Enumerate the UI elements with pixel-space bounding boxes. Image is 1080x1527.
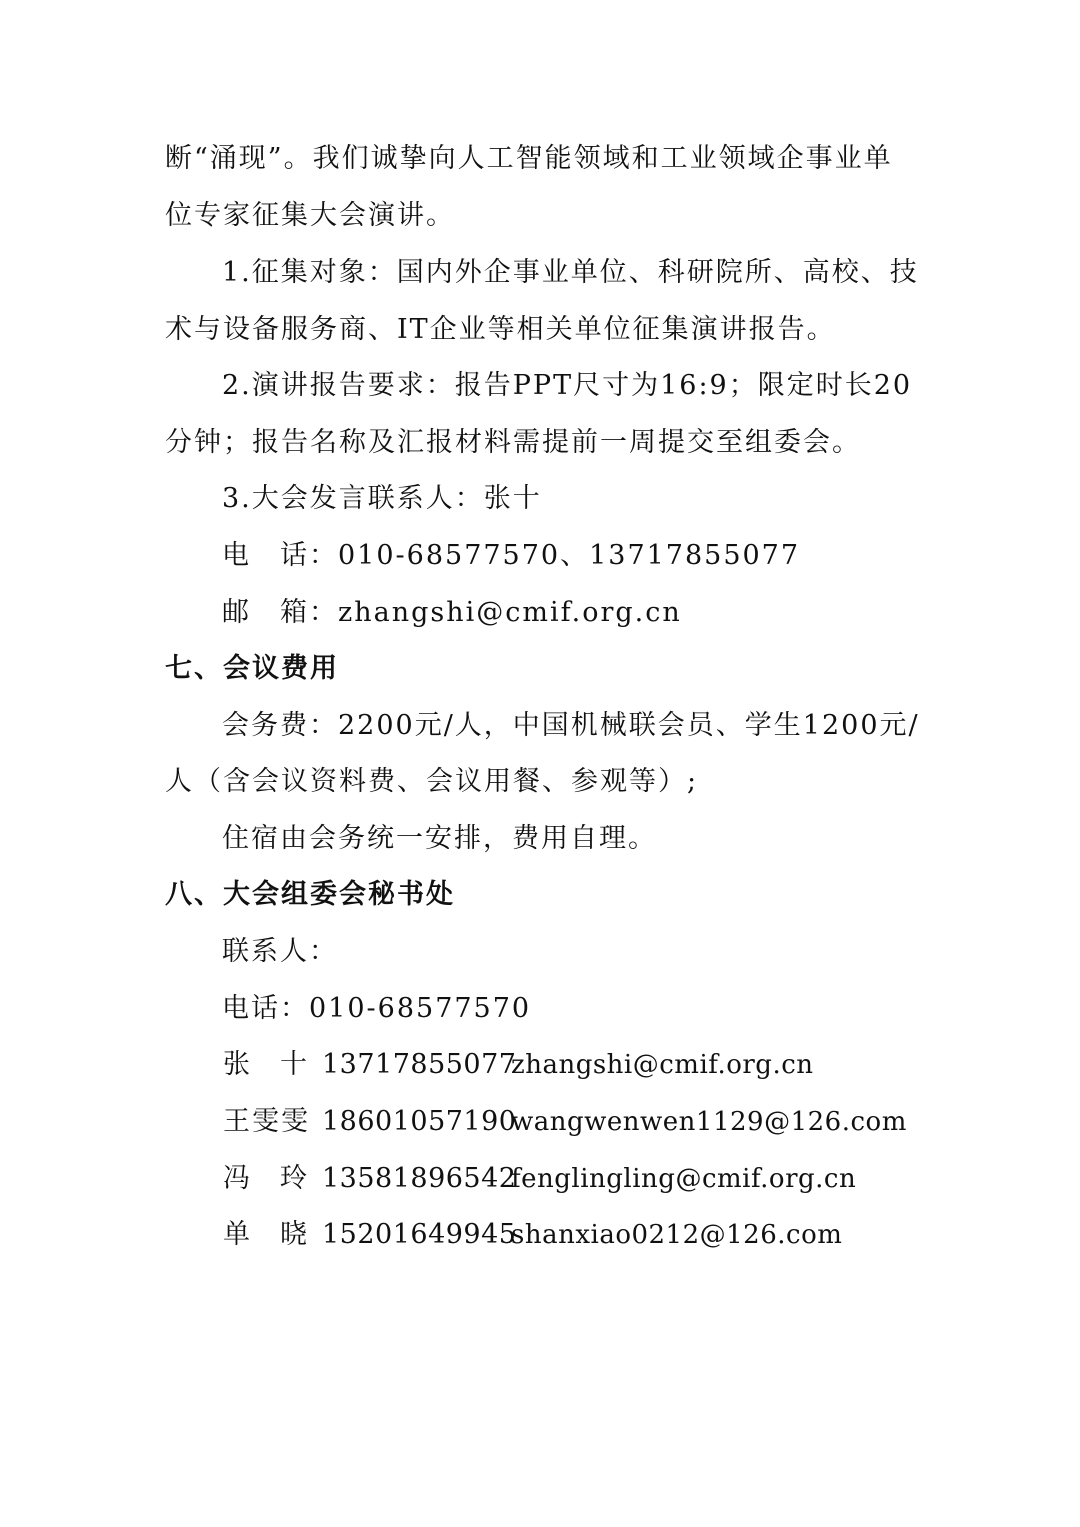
contact-email: wangwenwen1129@126.com (511, 1107, 907, 1137)
intro-line-2: 位专家征集大会演讲。 (165, 200, 455, 231)
speech-contact-phone: 电 话：010-68577570、13717855077 (222, 540, 801, 571)
contact-email: fenglingling@cmif.org.cn (511, 1164, 857, 1194)
fee-line-1: 会务费：2200元/人，中国机械联会员、学生1200元/ (222, 710, 920, 741)
contact-phone: 13581896542 (322, 1163, 517, 1194)
lodging-note: 住宿由会务统一安排，费用自理。 (222, 823, 657, 854)
contact-name: 张十 (223, 1049, 337, 1080)
contact-email: shanxiao0212@126.com (511, 1220, 843, 1250)
fee-line-2: 人（含会议资料费、会议用餐、参观等）; (165, 766, 699, 797)
contact-phone: 15201649945 (322, 1219, 517, 1250)
contact-label: 联系人： (222, 936, 338, 967)
contact-name: 王雯雯 (223, 1106, 310, 1137)
speech-item-2-line-2: 分钟；报告名称及汇报材料需提前一周提交至组委会。 (165, 427, 861, 458)
section-7-title: 七、会议费用 (165, 653, 339, 684)
intro-line-1: 断“涌现”。我们诚挚向人工智能领域和工业领域企事业单 (165, 143, 893, 174)
speech-item-2-line-1: 2.演讲报告要求：报告PPT尺寸为16:9；限定时长20 (222, 370, 913, 401)
secretariat-phone: 电话：010-68577570 (222, 993, 532, 1024)
contact-phone: 18601057190 (322, 1106, 517, 1137)
speech-item-1-line-2: 术与设备服务商、IT企业等相关单位征集演讲报告。 (165, 314, 836, 345)
contact-phone: 13717855077 (322, 1049, 517, 1080)
speech-item-1-line-1: 1.征集对象：国内外企事业单位、科研院所、高校、技 (222, 257, 919, 288)
contact-name: 单晓 (223, 1219, 337, 1250)
speech-contact-email: 邮 箱：zhangshi@cmif.org.cn (222, 597, 682, 628)
contact-email: zhangshi@cmif.org.cn (511, 1050, 814, 1080)
section-8-title: 八、大会组委会秘书处 (165, 879, 455, 910)
speech-item-3: 3.大会发言联系人：张十 (222, 483, 542, 514)
contact-name: 冯玲 (223, 1163, 337, 1194)
